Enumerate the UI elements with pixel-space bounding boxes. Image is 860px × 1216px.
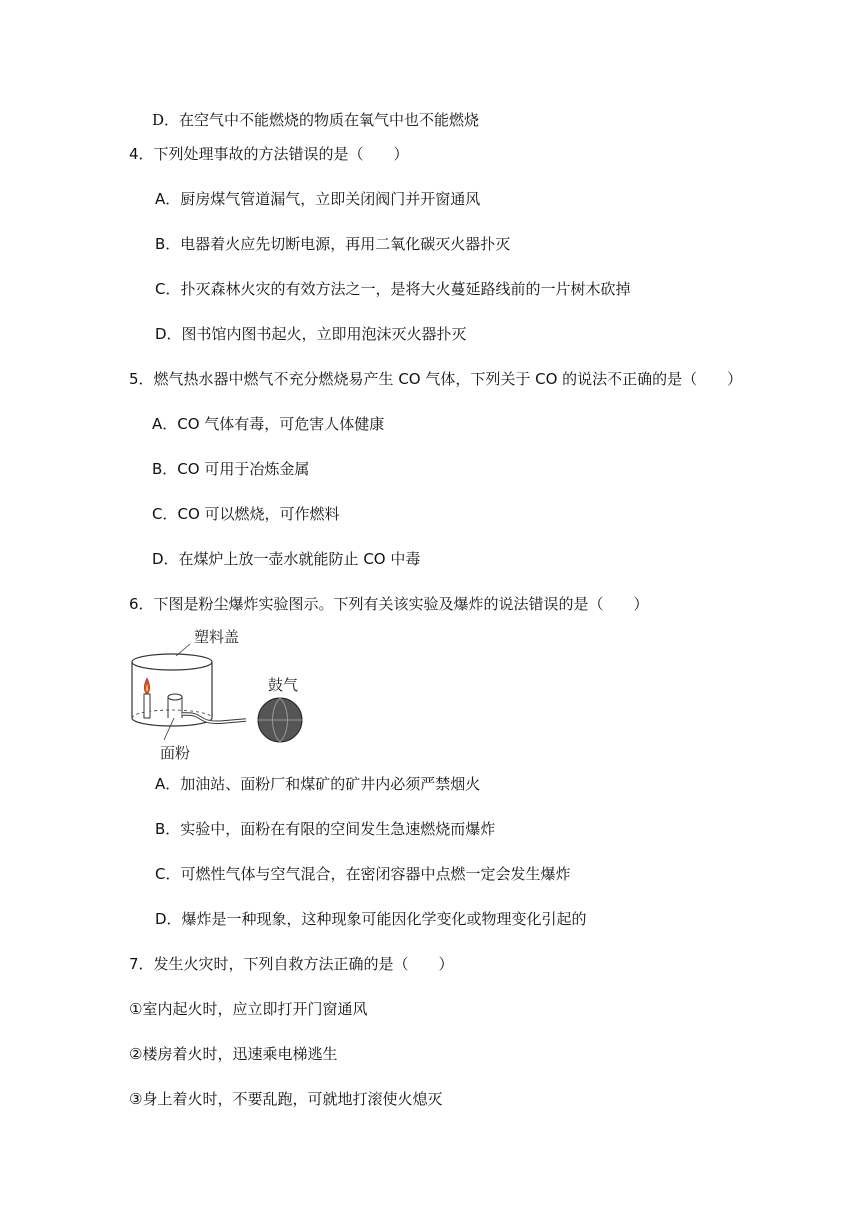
q6-option-b: B．实验中，面粉在有限的空间发生急速燃烧而爆炸 (155, 820, 496, 838)
q5-option-b: B．CO 可用于冶炼金属 (152, 460, 310, 478)
q6-stem: 6．下图是粉尘爆炸实验图示。下列有关该实验及爆炸的说法错误的是（ ） (129, 595, 649, 613)
q6-option-c: C．可燃性气体与空气混合，在密闭容器中点燃一定会发生爆炸 (155, 865, 571, 883)
label-lid: 塑料盖 (194, 628, 240, 646)
label-flour: 面粉 (160, 744, 191, 762)
q4-option-a: A．厨房煤气管道漏气，立即关闭阀门并开窗通风 (155, 190, 481, 208)
q5-stem: 5．燃气热水器中燃气不充分燃烧易产生 CO 气体，下列关于 CO 的说法不正确的是（ ） (129, 370, 743, 388)
q4-stem: 4．下列处理事故的方法错误的是（ ） (129, 145, 409, 163)
q5-option-a: A．CO 气体有毒，可危害人体健康 (152, 415, 385, 433)
q5-option-d: D．在煤炉上放一壶水就能防止 CO 中毒 (152, 550, 421, 568)
q7-item-2: ②楼房着火时，迅速乘电梯逃生 (129, 1045, 338, 1063)
can-lid (132, 654, 212, 670)
q7-stem: 7．发生火灾时，下列自救方法正确的是（ ） (129, 955, 454, 973)
dust-explosion-figure (128, 618, 318, 764)
q6-option-d: D．爆炸是一种现象，这种现象可能因化学变化或物理变化引起的 (155, 910, 587, 928)
q7-item-1: ①室内起火时，应立即打开门窗通风 (129, 1000, 368, 1018)
q4-option-c: C．扑灭森林火灾的有效方法之一，是将大火蔓延路线前的一片树木砍掉 (155, 280, 631, 298)
q5-option-c: C．CO 可以燃烧，可作燃料 (152, 505, 340, 523)
q4-option-b: B．电器着火应先切断电源，再用二氧化碳灭火器扑灭 (155, 235, 511, 253)
q3-option-d: D．在空气中不能燃烧的物质在氧气中也不能燃烧 (152, 111, 480, 129)
q7-item-3: ③身上着火时，不要乱跑，可就地打滚使火熄灭 (129, 1090, 443, 1108)
q6-option-a: A．加油站、面粉厂和煤矿的矿井内必须严禁烟火 (155, 775, 481, 793)
candle (144, 694, 150, 718)
q4-option-d: D．图书馆内图书起火，立即用泡沫灭火器扑灭 (155, 325, 467, 343)
label-air: 鼓气 (268, 676, 299, 694)
